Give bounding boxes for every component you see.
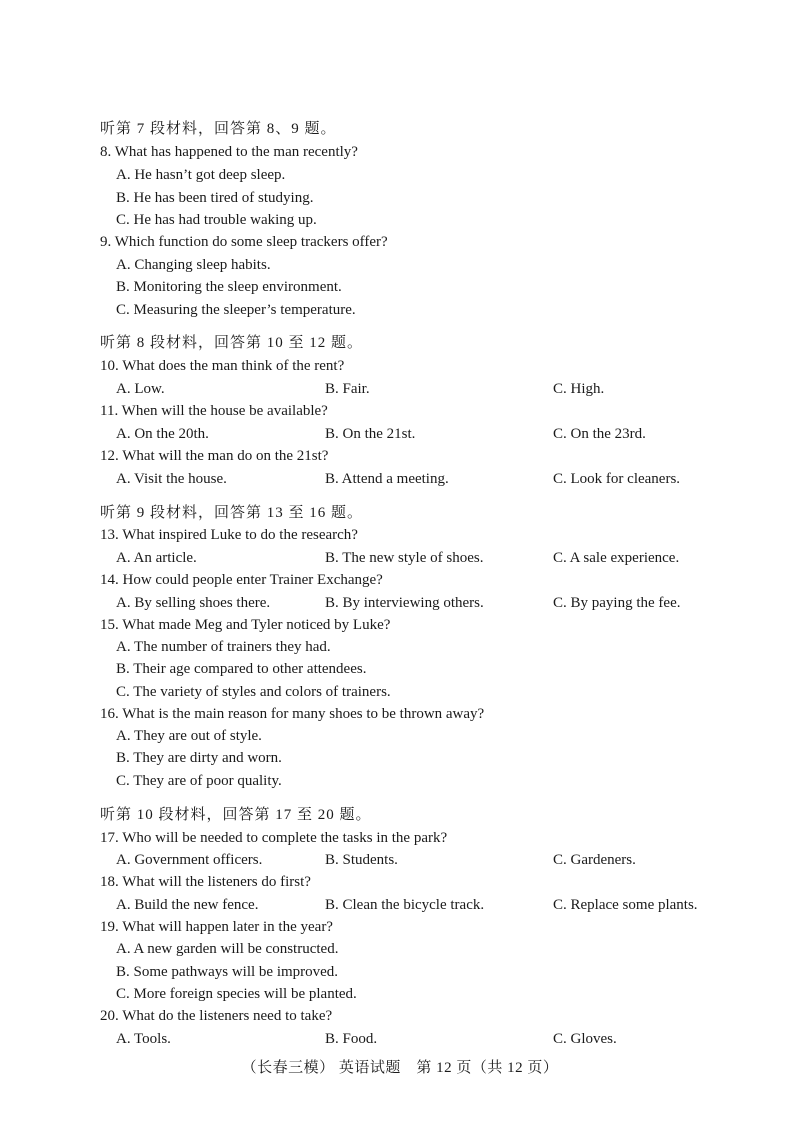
option-a: A. A new garden will be constructed. [116, 941, 339, 957]
option-b: B. Some pathways will be improved. [116, 964, 339, 980]
section-header: 听第 7 段材料，回答第 8、9 题。 [100, 121, 337, 137]
question-text: 18. What will the listeners do first? [100, 874, 311, 890]
option-c: C. Look for cleaners. [553, 471, 681, 487]
option-c: C. The variety of styles and colors of trainers. [116, 684, 391, 700]
option-b: B. On the 21st. [325, 426, 416, 442]
question-text: 20. What do the listeners need to take? [100, 1008, 333, 1024]
option-b: B. Students. [325, 852, 398, 868]
question-text: 11. When will the house be available? [100, 403, 328, 419]
option-a: A. He hasn’t got deep sleep. [116, 167, 286, 183]
option-a: A. Low. [116, 381, 165, 397]
option-a: A. By selling shoes there. [116, 595, 271, 611]
option-c: C. Gardeners. [553, 852, 636, 868]
option-c: C. Measuring the sleeper’s temperature. [116, 302, 356, 318]
section-header: 听第 8 段材料，回答第 10 至 12 题。 [100, 335, 364, 351]
option-b: B. They are dirty and worn. [116, 750, 282, 766]
question-text: 13. What inspired Luke to do the research? [100, 527, 358, 543]
option-c: C. More foreign species will be planted. [116, 986, 357, 1002]
question-text: 15. What made Meg and Tyler noticed by Luke? [100, 617, 391, 633]
section-header: 听第 9 段材料，回答第 13 至 16 题。 [100, 505, 364, 521]
question-text: 19. What will happen later in the year? [100, 919, 333, 935]
option-a: A. An article. [116, 550, 197, 566]
option-c: C. He has had trouble waking up. [116, 212, 317, 228]
question-text: 9. Which function do some sleep trackers offer? [100, 234, 388, 250]
option-c: C. By paying the fee. [553, 595, 681, 611]
question-text: 14. How could people enter Trainer Exchange? [100, 572, 383, 588]
option-c: C. They are of poor quality. [116, 773, 282, 789]
option-a: A. Tools. [116, 1031, 171, 1047]
option-a: A. The number of trainers they had. [116, 639, 331, 655]
option-b: B. Monitoring the sleep environment. [116, 279, 342, 295]
question-text: 12. What will the man do on the 21st? [100, 448, 329, 464]
option-b: B. Food. [325, 1031, 378, 1047]
option-a: A. Build the new fence. [116, 897, 259, 913]
section-header: 听第 10 段材料，回答第 17 至 20 题。 [100, 807, 372, 823]
option-b: B. Attend a meeting. [325, 471, 449, 487]
question-text: 17. Who will be needed to complete the tasks in the park? [100, 830, 448, 846]
option-c: C. On the 23rd. [553, 426, 646, 442]
option-b: B. By interviewing others. [325, 595, 484, 611]
page-footer: （长春三模） 英语试题 第 12 页（共 12 页） [241, 1060, 559, 1076]
option-a: A. They are out of style. [116, 728, 262, 744]
question-text: 16. What is the main reason for many shoes to be thrown away? [100, 706, 485, 722]
option-b: B. Clean the bicycle track. [325, 897, 485, 913]
option-c: C. Gloves. [553, 1031, 617, 1047]
option-a: A. Changing sleep habits. [116, 257, 271, 273]
option-b: B. The new style of shoes. [325, 550, 484, 566]
question-text: 8. What has happened to the man recently? [100, 144, 358, 160]
option-a: A. On the 20th. [116, 426, 209, 442]
option-c: C. A sale experience. [553, 550, 680, 566]
option-b: B. Fair. [325, 381, 370, 397]
option-b: B. Their age compared to other attendees. [116, 661, 367, 677]
option-b: B. He has been tired of studying. [116, 190, 314, 206]
option-a: A. Visit the house. [116, 471, 227, 487]
question-text: 10. What does the man think of the rent? [100, 358, 345, 374]
option-c: C. High. [553, 381, 605, 397]
option-a: A. Government officers. [116, 852, 263, 868]
option-c: C. Replace some plants. [553, 897, 698, 913]
